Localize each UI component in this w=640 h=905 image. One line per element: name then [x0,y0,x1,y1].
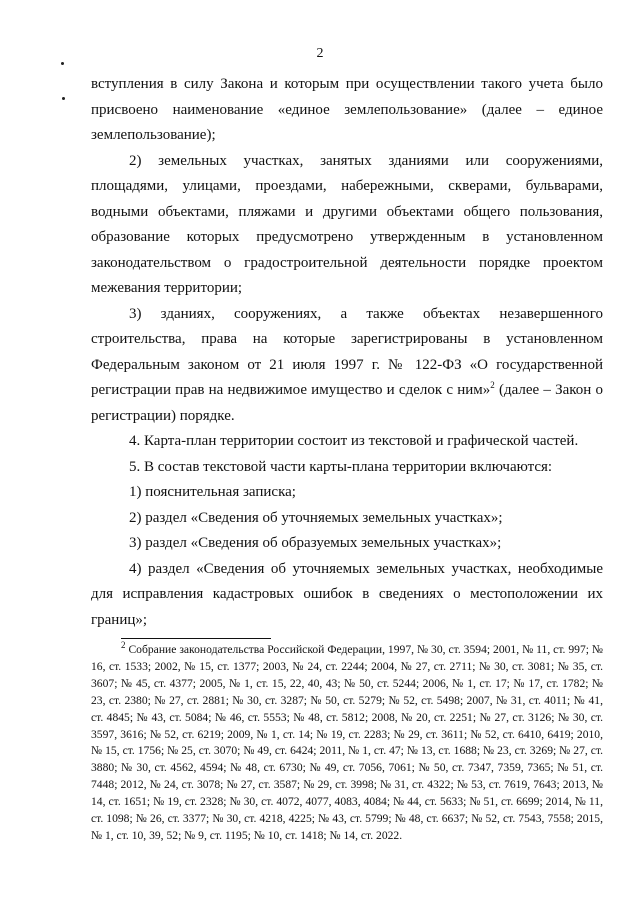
list-item: 2) раздел «Сведения об уточняемых земельных участках»; [129,509,503,526]
list-item: 3) раздел «Сведения об образуемых земельных участках»; [129,535,502,551]
paragraph: вступления в силу Закона и которым при осуществлении такого учета было присвоено наименование «единое землепользование» (далее – единое землепользование); [91,76,603,143]
paragraph: 4. Карта-план территории состоит из текстовой и графической частей. [129,433,579,449]
footnote-separator [121,638,271,639]
paragraph [91,302,603,430]
footnote-body: Собрание законодательства Российской Федерации, 1997, № 30, ст. 3594; 2001, № 11, ст. 997; № 16, ст. 1533; 2002, № 15, ст. 1377; 2003, № 24, ст. 2244; 2004, № 27, ст. 2711; № 30, ст. 3081; № 35, ст. 3607; № 45, ст. 4377; 2005, № 1, ст. 15, 22, 40, 43; № 50, ст. 5244; 2006, № 1, ст. 17; № 17, ст. 1782; № 23, ст. 2380; № 27, ст. 2881; № 30, ст. 3287; № 50, ст. 5279; № 52, ст. 5498; 2007, № 31, ст. 4011; № 41, ст. 4845; № 43, ст. 5084; № 46, ст. 5553; № 48, ст. 5812; 2008, № 20, ст. 2251; № 27, ст. 3126; № 30, ст. 3597, 3616; № 52, ст. 6219; 2009, № 1, ст. 14; № 19, ст. 2283; № 29, ст. 3611; № 52, ст. 6410, 6419; 2010, № 15, ст. 1756; № 25, ст. 3070; № 49, ст. 6424; 2011, № 1, ст. 47; № 13, ст. 1688; № 23, ст. 3269; № 27, ст. 3880; № 30, ст. 4562, 4594; № 48, ст. 6730; № 49, ст. 7056, 7061; № 50, ст. 7347, 7359, 7365; № 51, ст. 7448; 2012, № 24, ст. 3078; № 27, ст. 3587; № 29, ст. 3998; № 31, ст. 4322; № 53, ст. 7619, 7643; 2013, № 14, ст. 1651; № 19, ст. 2328; № 30, ст. 4072, 4077, 4083, 4084; № 44, ст. 5633; № 51, ст. 6699; 2014, № 11, ст. 1098; № 26, ст. 3377; № 30, ст. 4218, 4225; № 43, ст. 5799; № 48, ст. 6637; № 52, ст. 7543, 7558; 2015, № 1, ст. 10, 39, 52; № 9, ст. 1195; № 10, ст. 1418; № 14, ст. 2022. [91,643,603,842]
list-item: 4) раздел «Сведения об уточняемых земельных участках, необходимые для исправления кадастровых ошибок в сведениях о местоположении их границ»; [91,560,603,628]
paragraph-text: (далее – Закон о регистрации) порядке. [91,382,604,424]
footnote [91,642,603,845]
body-text [91,72,603,633]
scan-mark [62,97,65,100]
paragraph-text: 3) зданиях, сооружениях, а также объектах незавершенного строительства, права на которые зарегистрированы в установленном Федеральным законом от 21 июля 1997 г. № 122-ФЗ «О государственной регистрации прав на недвижимое имущество и сделок с ним» [91,305,603,398]
footnote-text [91,642,603,845]
list-item: 1) пояснительная записка; [129,484,296,500]
page-number: 2 [316,46,324,61]
footnote-mark: 2 [121,640,126,651]
footnote-reference: 2 [490,380,495,390]
scan-mark [61,62,64,65]
paragraph: 5. В состав текстовой части карты-плана территории включаются: [129,458,553,475]
paragraph: 2) земельных участках, занятых зданиями или сооружениями, площадями, улицами, проездами, набережными, скверами, бульварами, водными объектами, пляжами и другими объектами общего пользования, образование которых предусмотрено утвержденным в установленном законодательством о градостроительной деятельности порядке проектом межевания территории; [91,152,603,296]
